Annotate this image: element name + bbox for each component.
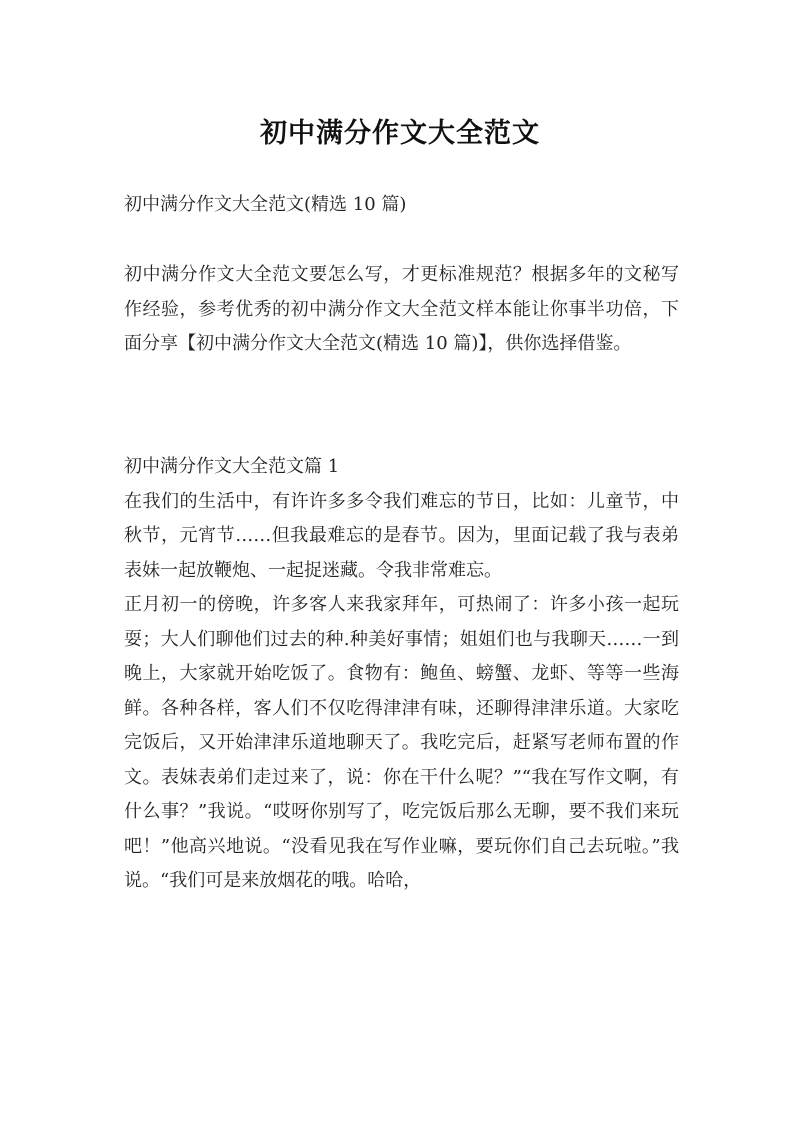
intro-paragraph: 初中满分作文大全范文要怎么写，才更标准规范？根据多年的文秘写作经验，参考优秀的初中满分作文大全范文样本能让你事半功倍，下面分享【初中满分作文大全范文(精选 10 篇)】，供你选择借鉴。 (124, 264, 679, 354)
essay-section (124, 450, 679, 899)
essay-paragraph: 在我们的生活中，有许许多多令我们难忘的节日，比如：儿童节，中秋节，元宵节……但我最难忘的是春节。因为，里面记载了我与表弟表妹一起放鞭炮、一起捉迷藏。令我非常难忘。 (124, 490, 679, 581)
document-subtitle: 初中满分作文大全范文(精选 10 篇) (124, 194, 407, 215)
document-title: 初中满分作文大全范文 (260, 118, 540, 150)
section-heading: 初中满分作文大全范文篇 1 (124, 456, 340, 477)
essay-paragraph: 正月初一的傍晚，许多客人来我家拜年，可热闹了：许多小孩一起玩耍；大人们聊他们过去的种.种美好事情；姐姐们也与我聊天……一到晚上，大家就开始吃饭了。食物有：鲍鱼、螃蟹、龙虾、等等一些海鲜。各种各样，客人们不仅吃得津津有味，还聊得津津乐道。大家吃完饭后，又开始津津乐道地聊天了。我吃完后，赶紧写老师布置的作文。表妹表弟们走过来了，说：你在干什么呢？”“我在写作文啊，有什么事？”我说。“哎呀你别写了，吃完饭后那么无聊，要不我们来玩吧！”他高兴地说。“没看见我在写作业嘛，要玩你们自己去玩啦。”我说。“我们可是来放烟花的哦。哈哈， (124, 594, 679, 891)
